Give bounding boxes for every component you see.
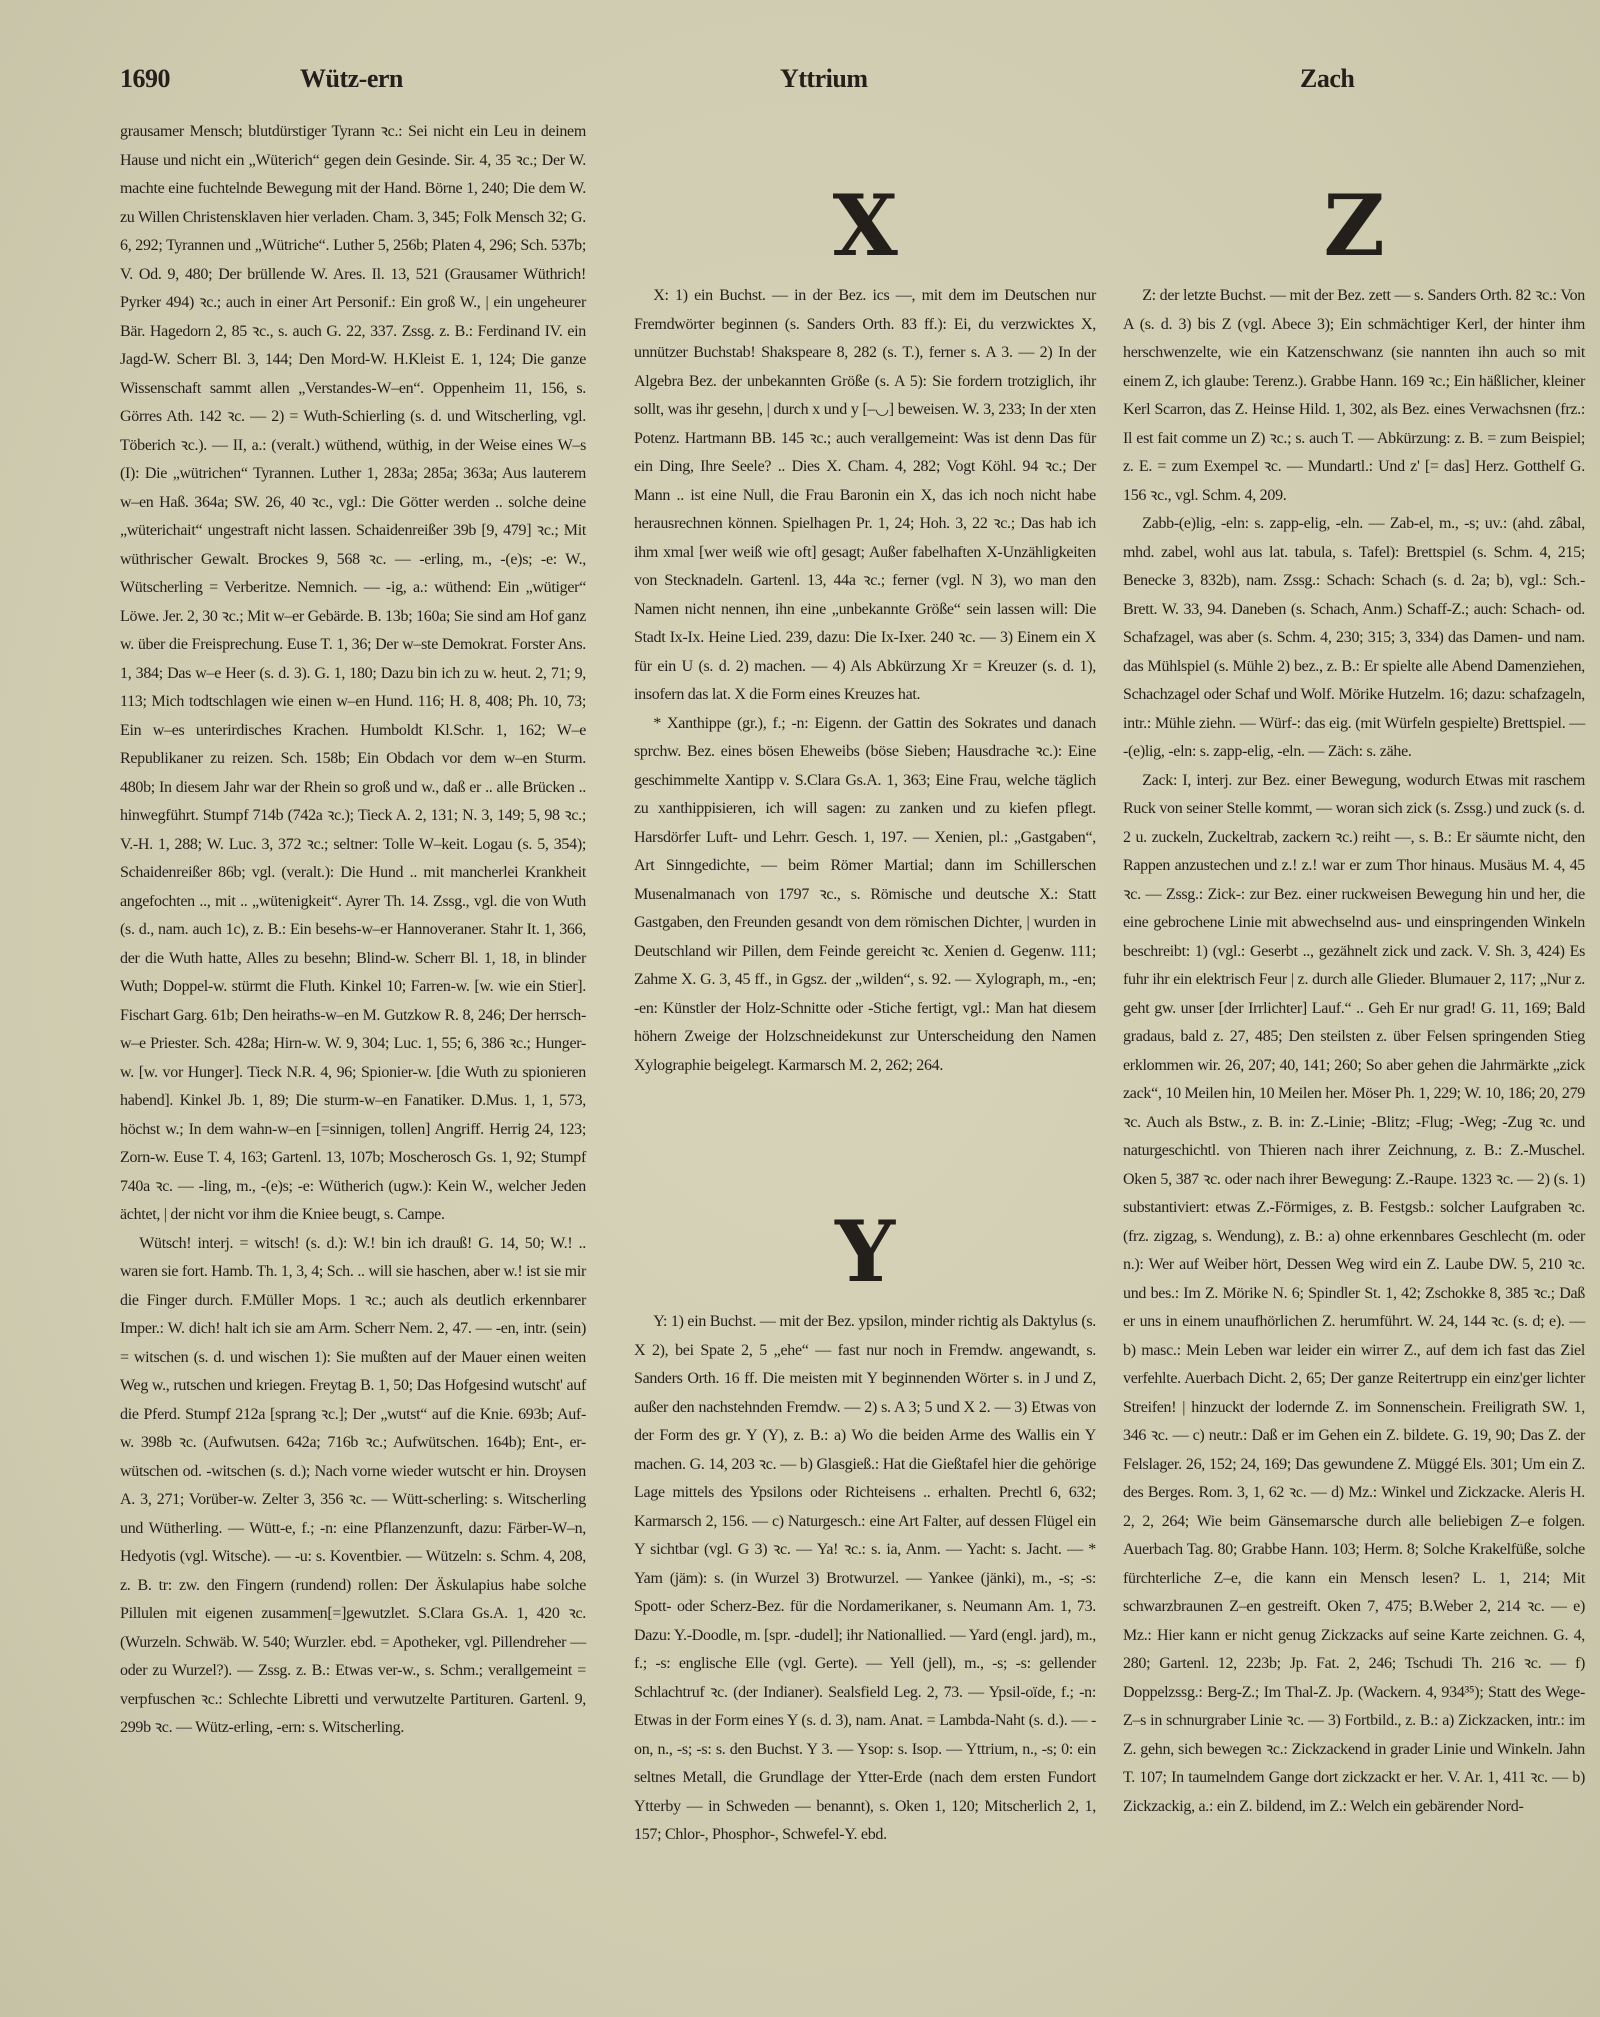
entry-paragraph: Zabb-(e)lig, -eln: s. zapp-elig, -eln. — Zab-el, m., -s; uv.: (ahd. zâbal, mhd. zabel, wohl aus lat. tabula, s. Tafel): Brettspiel (s. Schm. 4, 215; Benecke 3, 832b), nam. Zssg.: Schach: Schach (s. d. 2a; b), vgl.: Sch.-Brett. W. 33, 94. Daneben (s. Schach, Anm.) Schaff-Z.; auch: Schach- od. Schafzagel, was aber (s. Schm. 4, 230; 315; 3, 334) das Damen- und nam. das Mühlspiel (s. Mühle 2) bez., z. B.: Er spielte alle Abend Damenziehen, Schachzagel oder Schaf und Wolf. Mörike Hutzelm. 16; dazu: schafzageln, intr.: Mühle ziehn. — Würf-: das eig. (mit Würfeln gespielte) Brettspiel. — -(e)lig, -eln: s. zapp-elig, -eln. — Zäch: s. zähe. [1123, 515, 1585, 760]
section-letter-x: X [832, 176, 898, 275]
entry-paragraph: Z: der letzte Buchst. — mit der Bez. zett — s. Sanders Orth. 82 ꝛc.: Von A (s. d. 3) bis Z (vgl. Abece 3); Ein schmächtiger Kerl, der hinter ihm herschwenzelte, wie ein Katzenschwanz (sie nannten ihn auch so mit einem Z, ich glaube: Terenz.). Grabbe Hann. 169 ꝛc.; Ein häßlicher, kleiner Kerl Scarron, das Z. Heinse Hild. 1, 302, als Bez. eines Verwachsnen (frz.: Il est fait comme un Z) ꝛc.; s. auch T. — Abkürzung: z. B. = zum Beispiel; z. E. = zum Exempel ꝛc. — Mundartl.: Und z' [= das] Herz. Gotthelf G. 156 ꝛc., vgl. Schm. 4, 209. [1123, 287, 1585, 504]
entry-paragraph: Zack: I, interj. zur Bez. einer Bewegung, wodurch Etwas mit raschem Ruck von seiner Stelle kommt, — woran sich zick (s. Zssg.) und zuck (s. d. 2 u. zuckeln, Zuckeltrab, zackern ꝛc.) reiht —, s. B.: Er säumte nicht, den Rappen anzustechen und z.! z.! war er zum Thor hinaus. Musäus M. 4, 45 ꝛc. — Zssg.: Zick-: zur Bez. einer ruckweisen Bewegung hin und her, die eine gebrochene Linie mit abwechselnd aus- und einspringenden Winkeln beschreibt: 1) (vgl.: Geserbt .., gezähnelt zick und zack. V. Sh. 3, 424) Es fuhr ihr ein elektrisch Feur | z. durch alle Glieder. Blumauer 2, 117; „Nur z. geht gw. unser [der Irrlichter] Lauf.“ .. Geh Er nur grad! G. 11, 169; Bald gradaus, bald z. 27, 485; Den steilsten z. über Felsen springenden Stieg erklommen wir. 26, 207; 40, 141; 260; So aber gehen die Jahrmärkte „zick zack“, 10 Meilen hin, 10 Meilen her. Möser Ph. 1, 229; W. 10, 186; 20, 279 ꝛc. Auch als Bstw., z. B. in: Z.-Linie; -Blitz; -Flug; -Weg; -Zug ꝛc. und naturgeschichtl. von Thieren nach ihrer Zeichnung, z. B.: Z.-Muschel. Oken 5, 387 ꝛc. oder nach ihrer Bewegung: Z.-Raupe. 1323 ꝛc. — 2) (s. 1) substantiviert: etwas Z.-Förmiges, z. B. Festgsb.: solcher Laufgraben ꝛc. (frz. zigzag, s. Wendung), z. B.: a) ohne erkennbares Geschlecht (m. oder n.): Wer auf Weiber hört, Dessen Weg wird ein Z. Laube DW. 5, 210 ꝛc. und bes.: Im Z. Mörike N. 6; Spindler St. 1, 42; Zschokke 8, 385 ꝛc.; Daß er uns in einem unaufhörlichen Z. herumführt. W. 24, 144 ꝛc. (s. d; e). — b) masc.: Mein Leben war leider ein wirrer Z., auf dem ich fast das Ziel verfehlte. Auerbach Dicht. 2, 65; Der ganze Reitertrupp ein einz'ger lichter Streifen! | hinzuckt der lodernde Z. im Sonnenschein. Freiligrath SW. 1, 346 ꝛc. — c) neutr.: Daß er im Gehen ein Z. bildete. G. 19, 90; Das Z. der Felslager. 26, 152; 24, 169; Das gewundene Z. Müggé Els. 301; Um ein Z. des Berges. Rom. 3, 1, 62 ꝛc. — d) Mz.: Winkel und Zickzacke. Aleris H. 2, 2, 264; Wie beim Gänsemarsche durch alle beliebigen Z–e folgen. Auerbach Tag. 80; Grabbe Hann. 103; Herm. 8; Solche Krakelfüße, solche fürchterliche Z–e, die kann ein Mensch lesen? L. 1, 214; Mit schwarzbraunen Z–en gestreift. Oken 7, 475; B.Weber 2, 214 ꝛc. — e) Mz.: Hier kann er nicht genug Zickzacks auf seine Karte zeichnen. G. 4, 280; Gartenl. 12, 223b; Jp. Fat. 2, 246; Tschudi Th. 216 ꝛc. — f) Doppelzssg.: Berg-Z.; Im Thal-Z. Jp. (Wackern. 4, 934³⁵); Statt des Wege-Z–s in schnurgraber Linie ꝛc. — 3) Fortbild., z. B.: a) Zickzacken, intr.: im Z. gehn, sich bewegen ꝛc.: Zickzackend in grader Linie und Winkeln. Jahn T. 107; In taumelndem Gange dort zickzackt er her. V. Ar. 1, 411 ꝛc. — b) Zickzackig, a.: ein Z. bildend, im Z.: Welch ein gebärender Nord- [1123, 771, 1585, 1815]
section-letter-y: Y [835, 1202, 895, 1301]
right-column [1123, 118, 1585, 1821]
entry-paragraph: X: 1) ein Buchst. — in der Bez. ics —, mit dem im Deutschen nur Fremdwörter beginnen (s. Sanders Orth. 83 ff.): Ei, du verzwicktes X, unnützer Buchstab! Shakspeare 8, 282 (s. T.), ferner s. A 3. — 2) In der Algebra Bez. der unbekannten Größe (s. A 5): Sie fordern trotziglich, ihr sollt, was ihr gesehn, | durch x und y [–◡] beweisen. W. 3, 233; In der xten Potenz. Hartmann BB. 145 ꝛc.; auch verallgemeint: Was ist denn Das für ein Ding, Ihre Seele? .. Dies X. Cham. 4, 282; Vogt Köhl. 94 ꝛc.; Der Mann .. ist eine Null, die Frau Baronin ein X, das ich noch nicht habe herausrechnen können. Spielhagen Pr. 1, 24; Hoh. 3, 22 ꝛc.; Das hab ich ihm xmal [wer weiß wie oft] gesagt; Außer fabelhaften X-Unzähligkeiten von Stecknadeln. Gartenl. 13, 44a ꝛc.; ferner (vgl. N 3), wo man den Namen nicht nennen, ihn eine „unbekannte Größe“ sein lassen will: Die Stadt Ix-Ix. Heine Lied. 239, dazu: Die Ix-Ixer. 240 ꝛc. — 3) Einem ein X für ein U (s. d. 2) machen. — 4) Als Abkürzung Xr = Kreuzer (s. d. 1), insofern das lat. X die Form eines Kreuzes hat. [634, 287, 1096, 703]
right-column-z-section [1123, 282, 1585, 1821]
middle-column [634, 118, 1096, 1850]
center-catchword: Yttrium [780, 64, 868, 93]
right-catchword: Zach [1300, 64, 1355, 93]
entry-paragraph: Wütsch! interj. = witsch! (s. d.): W.! bin ich drauß! G. 14, 50; W.! .. waren sie fort. Hamb. Th. 1, 3, 4; Sch. .. will sie haschen, aber w.! ist sie mir die Finger durch. F.Müller Mops. 1 ꝛc.; auch als deutlich erkennbarer Imper.: W. dich! halt ich sie am Arm. Scherr Nem. 2, 47. — -en, intr. (sein) = witschen (s. d. und wischen 1): Sie mußten auf der Mauer einen weiten Weg w., rutschen und kriegen. Freytag B. 1, 50; Das Hofgesind wutscht' auf die Pferd. Stumpf 212a [sprang ꝛc.]; Der „wutst“ auf die Knie. 693b; Auf-w. 398b ꝛc. (Aufwutsen. 642a; 716b ꝛc.; Aufwütschen. 164b); Ent-, er-wütschen od. -witschen (s. d.); Nach vorne wieder wutscht er hin. Droysen A. 3, 271; Vorüber-w. Zelter 3, 356 ꝛc. — Wütt-scherling: s. Witscherling und Wütherling. — Wütt-e, f.; -n: eine Pflanzenzunft, dazu: Färber-W–n, Hedyotis (vgl. Witsche). — -u: s. Koventbier. — Wützeln: s. Schm. 4, 208, z. B. tr: zw. den Fingern (rundend) rollen: Der Äskulapius habe solche Pillulen mit eigenen zusammen[=]gewutzlet. S.Clara Gs.A. 1, 420 ꝛc. (Wurzeln. Schwäb. W. 540; Wurzler. ebd. = Apotheker, vgl. Pillendreher — oder zu Wurzel?). — Zssg. z. B.: Etwas ver-w., s. Schm.; verallgemeint = verpfuschen ꝛc.: Schlechte Libretti und verwutzelte Partituren. Gartenl. 9, 299b ꝛc. — Wütz-erling, -ern: s. Witscherling. [120, 1234, 586, 1736]
page-number: 1690 [120, 64, 170, 93]
left-catchword: Wütz-ern [300, 64, 403, 93]
middle-column-y-section [634, 1308, 1096, 1850]
entry-paragraph: * Xanthippe (gr.), f.; -n: Eigenn. der Gattin des Sokrates und danach sprchw. Bez. eines bösen Eheweibs (böse Sieben; Hausdrache ꝛc.): Eine geschimmelte Xantipp v. S.Clara Gs.A. 1, 363; Eine Frau, welche täglich zu xanthippisieren, ich will sagen: zu zanken und zu kiefen pflegt. Harsdörfer Luft- und Lehrr. Gesch. 1, 197. — Xenien, pl.: „Gastgaben“, Art Sinngedichte, — beim Römer Martial; dann im Schillerschen Musenalmanach von 1797 ꝛc., s. Römische und deutsche X.: Statt Gastgaben, den Freunden gesandt von dem römischen Dichter, | wurden in Deutschland wir Pillen, dem Feinde gereicht ꝛc. Xenien d. Gegenw. 111; Zahme X. G. 3, 45 ff., in Ggsz. der „wilden“, s. 92. — Xylograph, m., -en; -en: Künstler der Holz-Schnitte oder -Stiche fertigt, vgl.: Man hat diesem höhern Zweige der Holzschneidekunst zur Unterscheidung den Namen Xylographie beigelegt. Karmarsch M. 2, 262; 264. [634, 714, 1096, 1074]
left-column [120, 118, 586, 1743]
entry-paragraph: grausamer Mensch; blutdürstiger Tyrann ꝛc.: Sei nicht ein Leu in deinem Hause und nicht ein „Wüterich“ gegen dein Gesinde. Sir. 4, 35 ꝛc.; Der W. machte eine fuchtelnde Bewegung mit der Hand. Börne 1, 240; Die dem W. zu Willen Christensklaven hier verladen. Cham. 3, 345; Folk Mensch 32; G. 6, 292; Tyrannen und „Wütriche“. Luther 5, 256b; Platen 4, 296; Sch. 537b; V. Od. 9, 480; Der brüllende W. Ares. Il. 13, 521 (Grausamer Wüthrich! Pyrker 494) ꝛc.; auch in einer Art Personif.: Ein groß W., | ein ungeheurer Bär. Hagedorn 2, 85 ꝛc., s. auch G. 22, 337. Zssg. z. B.: Ferdinand IV. ein Jagd-W. Scherr Bl. 3, 144; Den Mord-W. H.Kleist E. 1, 124; Die ganze Wissenschaft sammt allen „Verstandes-W–en“. Oppenheim 11, 156, s. Görres Ath. 142 ꝛc. — 2) = Wuth-Schierling (s. d. und Witscherling, vgl. Töberich ꝛc.). — II, a.: (veralt.) wüthend, wüthig, in der Weise eines W–s (I): Die „wütrichen“ Tyrannen. Luther 1, 283a; 285a; 363a; Aus lauterem w–en Haß. 364a; SW. 26, 40 ꝛc., vgl.: Die Götter werden .. solche deine „wüterichait“ ungestraft nicht lassen. Schaidenreißer 39b [9, 479] ꝛc.; Mit wüthrischer Gewalt. Brockes 9, 568 ꝛc. — -erling, m., -(e)s; -e: W., Wütscherling = Verberitze. Nemnich. — -ig, a.: wüthend: Ein „wütiger“ Löwe. Jer. 2, 30 ꝛc.; Mit w–er Gebärde. B. 13b; 160a; Sie sind am Hof ganz w. über die Freisprechung. Euse T. 1, 36; Der w–ste Demokrat. Forster Ans. 1, 384; Das w–e Heer (s. d. 3). G. 1, 180; Dazu bin ich zu w. heut. 2, 71; 9, 113; Mich todtschlagen wie einen w–en Hund. 116; H. 8, 408; Ph. 10, 73; Ein w–es unterirdisches Krachen. Humboldt Kl.Schr. 1, 162; W–e Republikaner zu reizen. Sch. 158b; Ein Obdach vor dem w–en Sturm. 480b; In diesem Jahr war der Rhein so groß und w., daß er .. alle Brücken .. hinwegführt. Stumpf 714b (742a ꝛc.); Tieck A. 2, 131; N. 3, 149; 5, 98 ꝛc.; V.-H. 1, 288; W. Luc. 3, 372 ꝛc.; seltner: Tolle W–keit. Logau (s. 5, 354); Schaidenreißer 86b; vgl. (veralt.): Die Hund .. mit mancherlei Krankheit angefochten .., mit .. „wütenigkeit“. Ayrer Th. 14. Zssg., vgl. die von Wuth (s. d., nam. auch 1c), z. B.: Ein besehs-w–er Hannoveraner. Stahr It. 1, 366, der die Wuth hatte, Alles zu besehn; Blind-w. Scherr Bl. 1, 18, in blinder Wuth; Doppel-w. stürmt die Fluth. Kinkel 10; Farren-w. [w. wie ein Stier]. Fischart Garg. 61b; Den heiraths-w–en M. Gutzkow R. 8, 246; Der herrsch-w–e Priester. Sch. 428a; Hirn-w. W. 9, 304; Luc. 1, 55; 6, 386 ꝛc.; Hunger-w. [w. vor Hunger]. Tieck N.R. 4, 96; Spionier-w. [die Wuth zu spionieren habend]. Kinkel Jb. 1, 89; Die sturm-w–en Fanatiker. D.Mus. 1, 1, 573, höchst w.; In dem wahn-w–en [=sinnigen, tollen] Angriff. Herrig 24, 123; Zorn-w. Euse T. 4, 163; Gartenl. 13, 107b; Moscherosch Gs. 1, 92; Stumpf 740a ꝛc. — -ling, m., -(e)s; -e: Wütherich (ugw.): Kein W., welcher Jeden ächtet, | der nicht vor ihm die Kniee beugt, s. Campe. [120, 123, 586, 1223]
section-letter-z: Z [1323, 176, 1385, 275]
middle-column-x-section [634, 282, 1096, 1080]
entry-paragraph: Y: 1) ein Buchst. — mit der Bez. ypsilon, minder richtig als Daktylus (s. X 2), bei Spate 2, 5 „ehe“ — fast nur noch in Fremdw. angewandt, s. Sanders Orth. 16 ff. Die meisten mit Y beginnenden Wörter s. in J und Z, außer den nachstehnden Fremdw. — 2) s. A 3; 5 und X 2. — 3) Etwas von der Form des gr. Y (Y), z. B.: a) Wo die beiden Arme des Wallis ein Y machen. G. 14, 203 ꝛc. — b) Glasgieß.: Hat die Gießtafel hier die gehörige Lage mittels des Ypsilons oder Richteisens .. erhalten. Prechtl 6, 632; Karmarsch 2, 156. — c) Naturgesch.: eine Art Falter, auf dessen Flügel ein Y sichtbar (vgl. G 3) ꝛc. — Ya! ꝛc.: s. ia, Anm. — Yacht: s. Jacht. — * Yam (jäm): s. (in Wurzel 3) Brotwurzel. — Yankee (jänki), m., -s; -s: Spott- oder Scherz-Bez. für die Nordamerikaner, s. Neumann Am. 1, 73. Dazu: Y.-Doodle, m. [spr. -dudel]; ihr Nationallied. — Yard (engl. jard), m., f.; -s: englische Elle (vgl. Gerte). — Yell (jell), m., -s; -s: gellender Schlachtruf ꝛc. (der Indianer). Sealsfield Leg. 2, 73. — Ypsil-oïde, f.; -n: Etwas in der Form eines Y (s. d. 3), nam. Anat. = Lambda-Naht (s. d.). — -on, n., -s; -s: s. den Buchst. Y 3. — Ysop: s. Isop. — Yttrium, n., -s; 0: ein seltnes Metall, die Grundlage der Ytter-Erde (nach dem ersten Fundort Ytterby — in Schweden — benannt), s. Oken 1, 120; Mitscherlich 2, 1, 157; Chlor-, Phosphor-, Schwefel-Y. ebd. [634, 1313, 1096, 1843]
